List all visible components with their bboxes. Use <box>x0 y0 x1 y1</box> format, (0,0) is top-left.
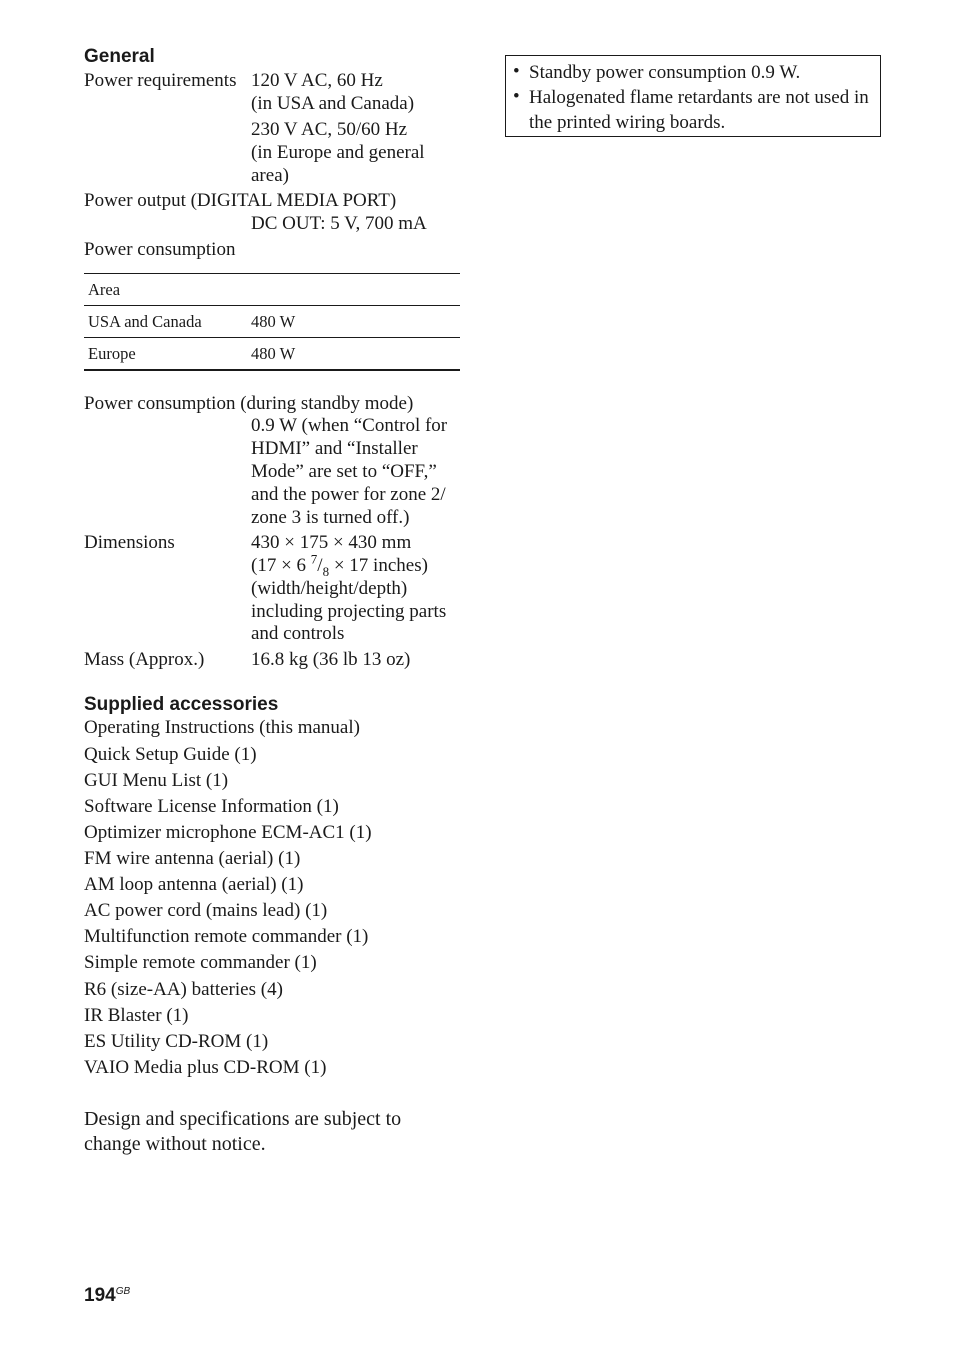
standby-value-1: 0.9 W (when “Control for <box>251 415 448 436</box>
power-requirements-label: Power requirements <box>84 70 237 91</box>
power-consumption-table <box>84 273 460 371</box>
table-cell-area: Europe <box>84 338 251 371</box>
dimensions-fraction-slash: / <box>317 555 323 576</box>
accessory-item: ES Utility CD-ROM (1) <box>84 1031 269 1052</box>
power-requirements-value-1: 120 V AC, 60 Hz <box>251 70 383 91</box>
table-cell-value: 480 W <box>251 338 460 371</box>
dimensions-post: × 17 inches) <box>329 555 428 576</box>
standby-value-4: and the power for zone 2/ <box>251 484 446 505</box>
power-requirements-value-4: (in Europe and general <box>251 142 425 163</box>
accessory-item: IR Blaster (1) <box>84 1005 189 1026</box>
dimensions-value-5: and controls <box>251 623 345 644</box>
dimensions-label: Dimensions <box>84 532 175 553</box>
accessory-item: R6 (size-AA) batteries (4) <box>84 979 283 1000</box>
table-header-row <box>84 274 460 306</box>
dimensions-value-4: including projecting parts <box>251 601 447 622</box>
general-heading: General <box>84 46 155 67</box>
accessory-item: Software License Information (1) <box>84 796 339 817</box>
dimensions-value-3: (width/height/depth) <box>251 578 408 599</box>
accessory-item: Multifunction remote commander (1) <box>84 926 369 947</box>
design-note-line-2: change without notice. <box>84 1133 266 1155</box>
standby-value-3: Mode” are set to “OFF,” <box>251 461 437 482</box>
design-note-line-1: Design and specifications are subject to <box>84 1108 402 1130</box>
note-item-1: Standby power consumption 0.9 W. <box>529 62 801 83</box>
standby-label: Power consumption (during standby mode) <box>84 393 414 414</box>
standby-note-box <box>505 55 881 137</box>
mass-label: Mass (Approx.) <box>84 649 205 670</box>
accessory-item: AM loop antenna (aerial) (1) <box>84 874 304 895</box>
page-number-suffix: GB <box>115 1286 131 1297</box>
power-consumption-label: Power consumption <box>84 239 236 260</box>
accessory-item: AC power cord (mains lead) (1) <box>84 900 328 921</box>
accessory-item: Optimizer microphone ECM-AC1 (1) <box>84 822 372 843</box>
dimensions-fraction-denominator: 8 <box>322 563 330 579</box>
table-header-area: Area <box>84 274 251 306</box>
dimensions-value-2 <box>251 551 428 579</box>
power-requirements-value-5: area) <box>251 165 289 186</box>
standby-value-2: HDMI” and “Installer <box>251 438 418 459</box>
table-header-value <box>251 274 460 306</box>
standby-value-5: zone 3 is turned off.) <box>251 507 410 528</box>
dimensions-value-1: 430 × 175 × 430 mm <box>251 532 412 553</box>
table-row <box>84 338 460 371</box>
power-output-label: Power output (DIGITAL MEDIA PORT) <box>84 190 397 211</box>
accessory-item: Quick Setup Guide (1) <box>84 744 257 765</box>
page-number <box>84 1280 130 1307</box>
table-cell-area: USA and Canada <box>84 306 251 338</box>
bullet-icon: • <box>513 86 520 107</box>
table-row <box>84 306 460 338</box>
accessory-item: Simple remote commander (1) <box>84 952 317 973</box>
bullet-icon: • <box>513 61 520 82</box>
page-number-value: 194 <box>84 1285 116 1306</box>
power-output-value: DC OUT: 5 V, 700 mA <box>251 213 427 234</box>
accessory-item: Operating Instructions (this manual) <box>84 717 360 738</box>
mass-value: 16.8 kg (36 lb 13 oz) <box>251 649 411 670</box>
table-cell-value: 480 W <box>251 306 460 338</box>
dimensions-pre: (17 × 6 <box>251 555 311 576</box>
power-requirements-value-2: (in USA and Canada) <box>251 93 415 114</box>
accessories-heading: Supplied accessories <box>84 694 279 715</box>
accessory-item: GUI Menu List (1) <box>84 770 229 791</box>
accessory-item: FM wire antenna (aerial) (1) <box>84 848 301 869</box>
note-item-2: Halogenated flame retardants are not used in the printed wiring boards. <box>529 87 869 133</box>
power-requirements-value-3: 230 V AC, 50/60 Hz <box>251 119 408 140</box>
accessory-item: VAIO Media plus CD-ROM (1) <box>84 1057 327 1078</box>
dimensions-fraction-numerator: 7 <box>310 551 318 567</box>
